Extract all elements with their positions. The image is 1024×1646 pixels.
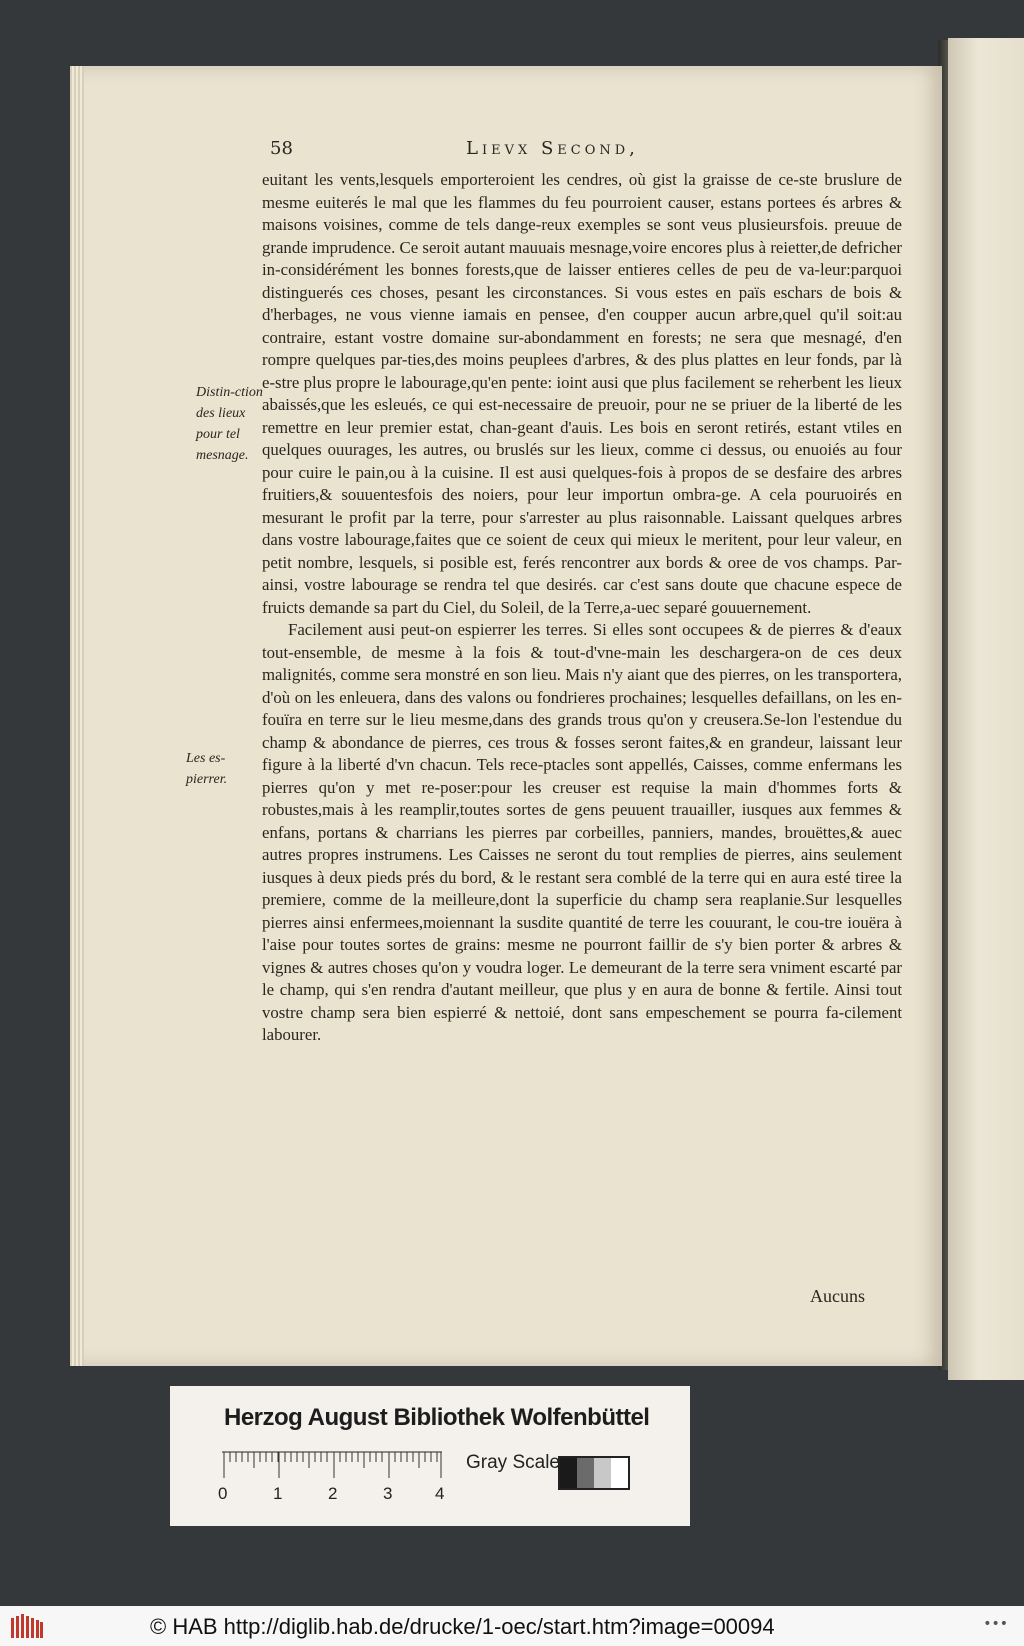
footer-bar	[0, 1606, 1024, 1646]
ruler-number: 1	[273, 1484, 283, 1503]
running-head	[270, 138, 890, 164]
gray-scale-swatch	[558, 1456, 630, 1490]
more-options-icon[interactable]: •••	[983, 1616, 1008, 1632]
page-edges	[70, 66, 84, 1366]
ruler-number: 4	[435, 1484, 445, 1503]
marginal-note: Les es-pierrer.	[186, 751, 228, 787]
swatch-white	[611, 1458, 628, 1488]
catchword: Aucuns	[810, 1286, 865, 1306]
gray-scale-label: Gray Scale	[466, 1452, 560, 1473]
paragraph: Facilement ausi peut-on espierrer les terres. Si elles sont occupees & de pierres & d'eaux tout-ensemble, de mesme à la fois & tout-d'vne-main les deschargera-on de ces deux malignités, comme sera monstré en son lieu. Mais n'y aiant que des pierres, on les transportera, d'où on les enleuera, dans des valons ou fondrieres prochaines; lesquelles defaillans, on les en-fouïra en terre sur le lieu mesme,dans des grands trous qu'on y creusera.Se-lon l'estendue du champ & abondance de pierres, ces trous & fosses seront faites,& en grandeur, laissant leur figure à la liberté d'vn chacun. Tels rece-ptacles sont appellés, Caisses, comme enfermans les pierres qu'on y met re-poser:pour les creuser est requise la main d'hommes forts & robustes,mais à les reamplir,toutes sortes de gens peuuent trauailler, iusques aux femmes & enfans, portans & charrians les pierres par corbeilles, panniers, mandes, brouëttes,& auec autres propres instrumens. Les Caisses ne seront du tout remplies de pierres, ains seulement iusques à deux pieds prés du bord, & le restant sera comblé de la terre qui en aura esté tiree la premiere, comme de la meilleure,dont la superficie du champ sera reaplanie.Sur lesquelles pierres ainsi enfermees,moiennant la susdite quantité de terre les couurant, le cou-tre iouëra à l'aise pour toutes sortes de grains: mesme ne pourront faillir de s'y bien porter & arbres & vignes & autres choses qu'on y voudra loger. Le demeurant de la terre sera vniment escarté par le champ, qui s'en rendra d'autant meilleur, que plus y en aura de bonne & fertile. Ainsi tout vostre champ sera bien espierré & nettoié, dont sans empeschement se pourra fa-cilement labourer.	[262, 620, 902, 1044]
adjacent-page-edge	[948, 38, 1024, 1380]
hab-logo-icon[interactable]	[10, 1614, 44, 1640]
ruler-number: 3	[383, 1484, 393, 1503]
page-number: 58	[270, 138, 293, 159]
marginal-note: Distin-ction des lieux pour tel mesnage.	[196, 385, 263, 463]
ruler-numbers	[218, 1484, 458, 1504]
copyright-url[interactable]: © HAB http://diglib.hab.de/drucke/1-oec/start.htm?image=00094	[150, 1614, 775, 1639]
page-body-text	[262, 169, 902, 1047]
ruler-number: 2	[328, 1484, 338, 1503]
library-name: Herzog August Bibliothek Wolfenbüttel	[224, 1404, 650, 1431]
library-color-card	[170, 1386, 690, 1526]
ruler-scale-icon	[222, 1450, 442, 1480]
swatch-light-gray	[594, 1458, 611, 1488]
swatch-black	[560, 1458, 577, 1488]
swatch-dark-gray	[577, 1458, 594, 1488]
ruler-number: 0	[218, 1484, 228, 1503]
running-title: Lievx Second,	[466, 138, 639, 159]
paragraph: euitant les vents,lesquels emporteroient les cendres, où gist la graisse de ce-ste bruslure de mesme euiterés le mal que les flammes du feu pourroient causer, estans portees és arbres & maisons voisines, comme de tels dange-reux exemples se sont veus plusieursfois. preuue de grande imprudence. Ce seroit autant mauuais mesnage,voire encores plus à reietter,de defricher in-considérément les bonnes forests,que de laisser entieres celles de peu de va-leur:parquoi distinguerés ces choses, pesant les circonstances. Si vous estes en païs eschars de bois & d'herbages, ne vous vienne iamais en pensee, d'en coupper aucun arbre,quel qu'il soit:au contraire, estant vostre domaine sur-abondamment en forests; ne sera que mesnagé, d'en rompre quelques par-ties,des moins peuplees d'arbres, & des plus plattes en leur fonds, par là e-stre plus propre le labourage,qu'en pente: ioint ausi que plus facilement se reherbent les lieux abaissés,que les esleués, ce qui est-necessaire de preuoir, pour ne se priuer de la liberté de les remettre en leur premier estat, chan-geant d'auis. Les bois en seront retirés, estant vtiles en quelques ouurages, les autres, ou bruslés sur les lieux, comme ci dessus, ou enuoiés au four pour cuire le pain,ou à la cuisine. Il est ausi quelques-fois à propos de se desfaire des arbres fruitiers,& souuentesfois des noiers, pour leur importun ombra-ge. A cela pouruoirés en mesurant le profit par la terre, pour s'arrester au plus raisonnable. Laissant quelques arbres dans vostre labourage,faites que ce soient de ceux qui mieux le meritent, pour leur valeur, en petit nombre, lesquels, si posible est, ferés rencontrer aux bords & oree de vos champs. Par-ainsi, vostre labourage se rendra tel que desirés. car c'est sans doute que chacune espece de fruicts demande sa part du Ciel, du Soleil, de la Terre,a-uec separé gouuernement.	[262, 170, 902, 617]
